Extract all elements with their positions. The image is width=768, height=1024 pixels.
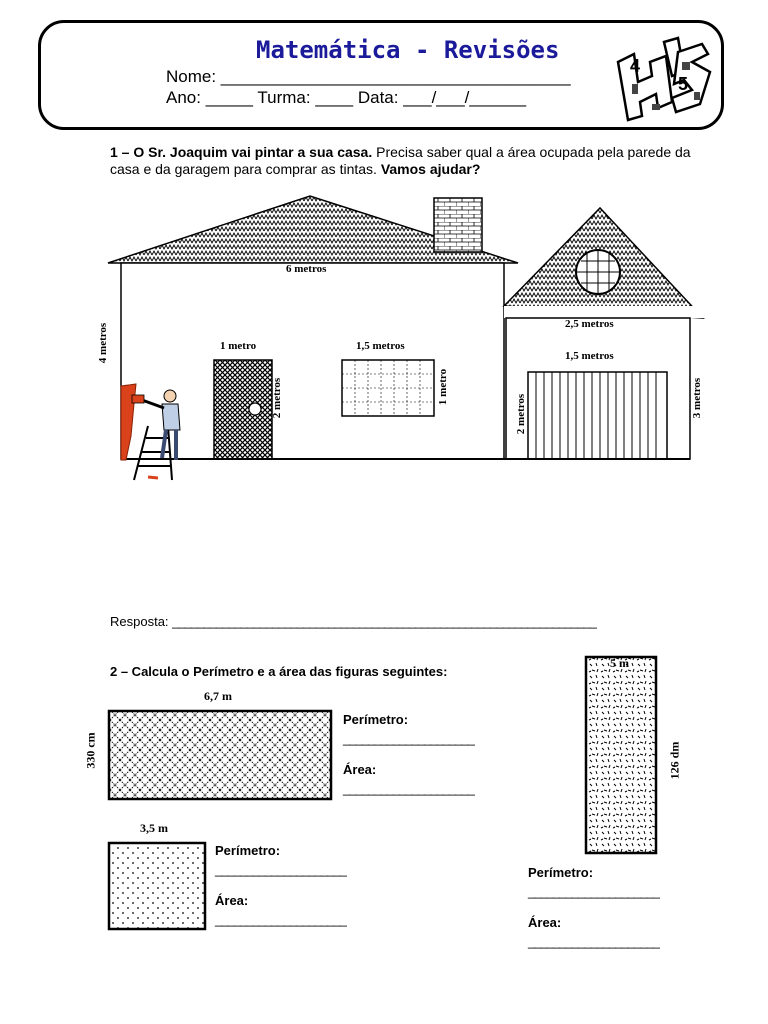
figure-1-perimeter-label: Perímetro: — [343, 712, 409, 727]
house-window — [342, 360, 434, 416]
page-title: Matemática - Revisões — [256, 36, 560, 64]
figure-3-width-label: 5 m — [610, 656, 629, 670]
window-height-label: 1 metro — [437, 368, 449, 406]
door-knob — [249, 403, 261, 415]
figure-3-area-line[interactable]: _____________________ — [528, 934, 659, 949]
answer-line[interactable]: ____________________________________________________________________ — [172, 614, 596, 629]
figure-3-height-label: 126 dm — [667, 741, 682, 780]
svg-text:5: 5 — [678, 74, 689, 94]
figure-3-perimeter-line[interactable]: _____________________ — [528, 884, 659, 899]
garage-door — [528, 372, 667, 459]
figure-2-area-line[interactable]: _____________________ — [215, 912, 346, 927]
figure-1-width-label: 6,7 m — [204, 689, 232, 703]
class-date-field-line[interactable]: Ano: _____ Turma: ____ Data: ___/___/______ — [166, 88, 527, 107]
garage-height-label: 3 metros — [691, 377, 703, 419]
chimney — [434, 198, 482, 252]
garage-round-window — [576, 250, 620, 294]
figure-1-height-label: 330 cm — [83, 732, 98, 769]
figure-2-area-label: Área: — [215, 893, 249, 908]
house-width-label: 6 metros — [286, 263, 327, 275]
figure-2-width-label: 3,5 m — [140, 821, 168, 835]
door-height-label: 2 metros — [271, 377, 283, 419]
numbers-clipart-icon — [612, 32, 714, 124]
name-field-line[interactable]: Nome: _____________________________________ — [166, 67, 571, 86]
question-1-tail: Vamos ajudar? — [380, 161, 481, 177]
door-width-label: 1 metro — [220, 340, 257, 352]
question-1-lead: 1 – O Sr. Joaquim vai pintar a sua casa. — [110, 144, 373, 160]
figure-3-area-label: Área: — [528, 915, 562, 930]
figure-1-perimeter-line[interactable]: _____________________ — [343, 731, 474, 746]
house-door — [214, 360, 272, 459]
figure-2-perimeter-label: Perímetro: — [215, 843, 281, 858]
answer-row — [110, 614, 596, 629]
question-1-text — [110, 144, 700, 178]
figure-3-rectangle — [586, 657, 656, 853]
garage-door-height-label: 2 metros — [515, 393, 527, 435]
garage-door-width-label: 1,5 metros — [565, 350, 614, 362]
figure-2-square — [109, 843, 205, 929]
figure-1-rectangle — [109, 711, 331, 799]
house-height-label: 4 metros — [97, 322, 109, 364]
question-1-body: Precisa saber qual a área ocupada pela parede da casa e da garagem para comprar as tintas. — [110, 144, 691, 177]
figure-2-perimeter-line[interactable]: _____________________ — [215, 862, 346, 877]
question-2-heading: 2 – Calcula o Perímetro e a área das figuras seguintes: — [110, 664, 448, 679]
figure-1-area-label: Área: — [343, 762, 377, 777]
figures-drawing — [0, 650, 768, 950]
answer-label: Resposta: — [110, 614, 173, 629]
figure-3-perimeter-label: Perímetro: — [528, 865, 594, 880]
window-width-label: 1,5 metros — [356, 340, 405, 352]
figure-1-area-line[interactable]: _____________________ — [343, 781, 474, 796]
svg-text:4: 4 — [630, 56, 641, 76]
garage-width-label: 2,5 metros — [565, 318, 614, 330]
